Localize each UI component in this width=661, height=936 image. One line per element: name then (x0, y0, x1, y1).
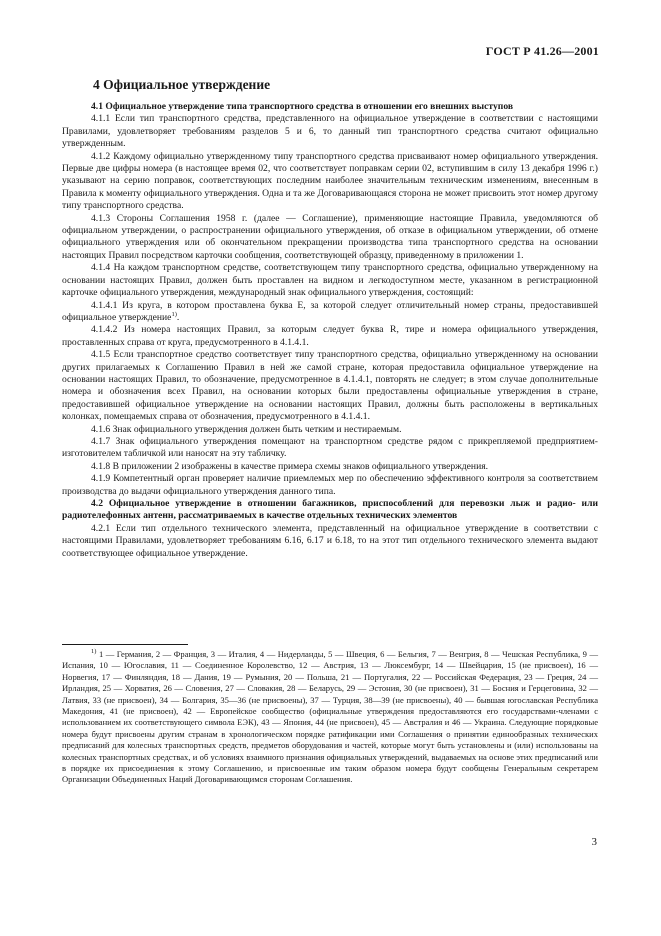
paragraph-4-2-1: 4.2.1 Если тип отдельного технического элемента, представленный на официальное утверждение в соответствии с настоящими Правилами, удовлетворяет требованиям 6.16, 6.17 и 6.18, то на этот тип отдельного технического элемента выдают соответствующее официальное утверждение. (62, 522, 598, 559)
paragraph-4-1-4-1 (62, 300, 598, 325)
paragraph-4-1-8: 4.1.8 В приложении 2 изображены в качестве примера схемы знаков официального утверждения. (91, 460, 489, 472)
subsection-heading-4-2: 4.2 Официальное утверждение в отношении багажников, приспособлений для перевозки лыж и радио- или радиотелефонных антенн, рассматриваемых в качестве отдельных технических элементов (62, 498, 598, 522)
paragraph-4-1-4-1-text: 4.1.4.1 Из круга, в котором проставлена буква Е, за которой следует отличительный номер страны, предоставившей официальное утверждение (62, 299, 598, 323)
paragraph-4-1-3: 4.1.3 Стороны Соглашения 1958 г. (далее — Соглашение), применяющие настоящие Правила, уведомляются об официальном утверждении, о распространении официального утверждения, об отказе в официальном утверждении, об отмене официального утверждения или об окончательном прекращении производства типа транспортного средства на основании настоящих Правил посредством карточки сообщения, соответствующей образцу, приведенному в приложении 1. (62, 212, 598, 261)
paragraph-4-1-4: 4.1.4 На каждом транспортном средстве, соответствующем типу транспортного средства, официально утвержденному на основании настоящих Правил, должен быть проставлен на видном и легкодоступном месте, указанном в регистрационной карточке официального утверждения, международный знак официального утверждения, состоящий: (62, 262, 598, 299)
body-text (62, 101, 598, 560)
subsection-heading-4-1: 4.1 Официальное утверждение типа транспортного средства в отношении его внешних выступов (91, 101, 514, 112)
paragraph-4-1-4-1-tail: . (176, 311, 180, 323)
paragraph-4-1-7: 4.1.7 Знак официального утверждения помещают на транспортном средстве рядом с прикрепляемой предприятием-изготовителем табличкой или наносят на эту табличку. (62, 435, 598, 460)
section-title: 4 Официальное утверждение (93, 77, 271, 92)
paragraph-4-1-5: 4.1.5 Если транспортное средство соответствует типу транспортного средства, официально утвержденному на основании других прилагаемых к Соглашению Правил в ней же самой стране, которая предоставила официальное утверждение на основании настоящих Правил, то обозначение, предусмотренное в 4.1.4.1, повторять не следует; в этом случае дополнительные номера и обозначения всех Правил, на основании которых были предоставлены официальные утверждения в стране, предоставившей официальное утверждение на основании настоящих Правил, должны быть расположены в вертикальных колонках, помещаемых справа от обозначения, предусмотренного в 4.1.4.1. (62, 349, 598, 423)
page-number: 3 (591, 836, 597, 848)
paragraph-4-1-2: 4.1.2 Каждому официально утвержденному типу транспортного средства присваивают номер официального утверждения. Первые две цифры номера (в настоящее время 02, что соответствует поправкам серии 02, вступившим в силу 13 декабря 1996 г.) указывают на серию поправок, соответствующих последним наиболее значительным техническим изменениям, внесенным в Правила к моменту официального утверждения. Одна и та же Договаривающаяся сторона не может присвоить этот номер другому типу транспортного средства. (62, 150, 598, 212)
footnote-text: 1 — Германия, 2 — Франция, 3 — Италия, 4 — Нидерланды, 5 — Швеция, 6 — Бельгия, 7 — Венгрия, 8 — Чешская Республика, 9 — Испания, 10 — Югославия, 11 — Соединенное Королевство, 12 — Австрия, 13 — Люксембург, 14 — Швейцария, 15 (не присвоен), 16 — Норвегия, 17 — Финляндия, 18 — Дания, 19 — Румыния, 20 — Польша, 21 — Португалия, 22 — Российская Федерация, 23 — Греция, 24 — Ирландия, 25 — Хорватия, 26 — Словения, 27 — Словакия, 28 — Беларусь, 29 — Эстония, 30 (не присвоен), 31 — Босния и Герцеговина, 32 — Латвия, 33 (не присвоен), 34 — Болгария, 35—36 (не присвоены), 37 — Турция, 38—39 (не присвоены), 40 — бывшая югославская Республика Македония, 41 (не присвоен), 42 — Европейское сообщество (официальные утверждения предоставляются его государствами-членами с использованием их соответствующего символа ЕЭК), 43 — Япония, 44 (не присвоен), 45 — Австралия и 46 — Украина. Следующие порядковые номера будут присвоены другим странам в хронологическом порядке ратификации ими Соглашения о принятии единообразных технических предписаний для колесных транспортных средств, предметов оборудования и частей, которые могут быть установлены и (или) использованы на колесных транспортных средствах, и об условиях взаимного признания официальных утверждений, выдаваемых на основе этих предписаний или в порядке их присоединения к этому Соглашению, и присвоенные им таким образом номера будут сообщены Генеральным секретарем Организации Объединенных Наций Договаривающимся сторонам Соглашения. (62, 649, 598, 785)
paragraph-4-1-6: 4.1.6 Знак официального утверждения должен быть четким и нестираемым. (91, 423, 402, 435)
paragraph-4-1-9: 4.1.9 Компетентный орган проверяет наличие приемлемых мер по обеспечению эффективного контроля за соответствием производства до выдачи официального утверждения данного типа. (62, 473, 598, 497)
footnote (62, 649, 598, 786)
standard-header: ГОСТ Р 41.26—2001 (485, 44, 599, 58)
footnote-marker: 1) (91, 648, 97, 656)
footnote-reference[interactable]: 1) (171, 310, 177, 318)
footnote-divider (62, 644, 188, 645)
paragraph-4-1-1: 4.1.1 Если тип транспортного средства, представленного на официальное утверждение в соответствии с настоящими Правилами, удовлетворяет требованиям разделов 5 и 6, то данный тип транспортного средства считают официально утвержденным. (62, 113, 598, 150)
paragraph-4-1-4-2: 4.1.4.2 Из номера настоящих Правил, за которым следует буква R, тире и номера официального утверждения, проставленных справа от круга, предусмотренного в 4.1.4.1. (62, 324, 598, 348)
